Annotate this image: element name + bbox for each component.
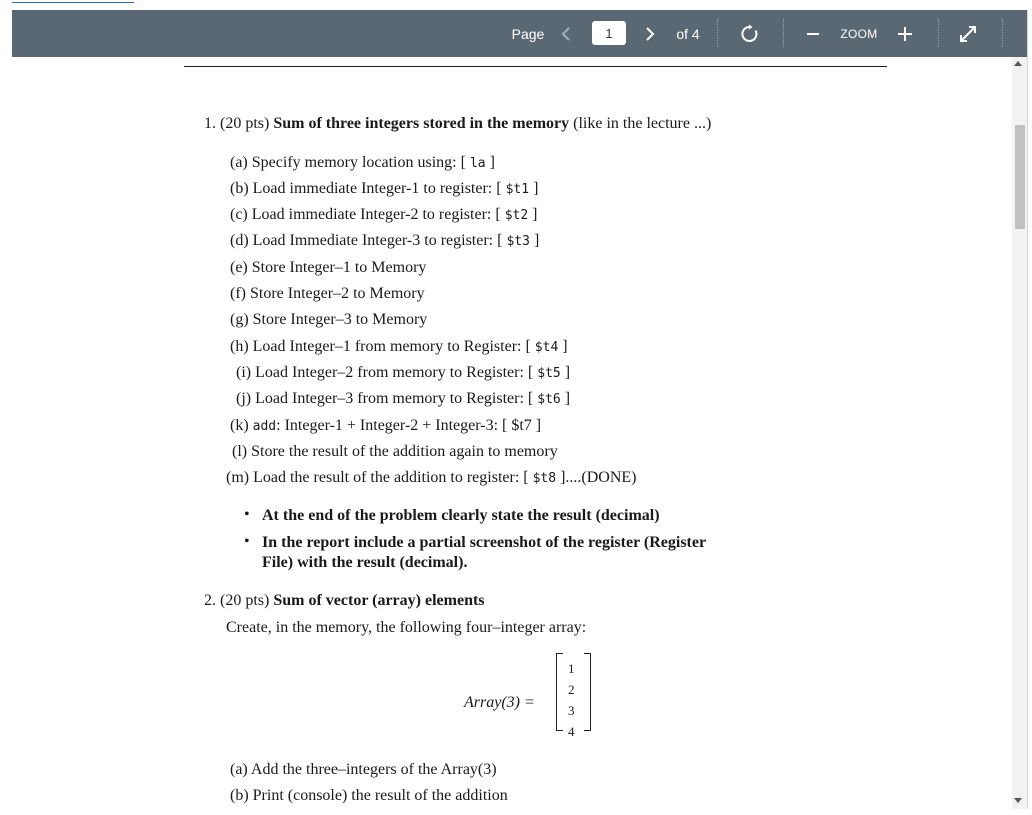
item-tail: ] <box>562 338 568 355</box>
item-code: $t6 <box>537 392 561 407</box>
item-text: Load the result of the addition to register: [ <box>253 469 529 486</box>
item-text: Load Integer–3 from memory to Register: [ <box>255 390 534 407</box>
item-label: (a) <box>230 154 248 171</box>
item-label: (k) <box>230 417 249 434</box>
list-item <box>230 153 495 174</box>
list-item <box>230 760 497 780</box>
item-text: Specify memory location using: [ <box>251 154 466 171</box>
item-text: Add the three–integers of the Array(3) <box>250 761 497 778</box>
item-code: $t5 <box>537 366 561 381</box>
q1-points: (20 pts) <box>220 115 270 132</box>
array-label: Array(3) = <box>464 694 535 711</box>
item-label: (m) <box>226 469 250 486</box>
bullet-text: At the end of the problem clearly state the result (decimal) <box>262 507 660 524</box>
item-label: (h) <box>230 338 249 355</box>
zoom-label: ZOOM <box>840 26 878 41</box>
array-value: 1 <box>568 661 575 676</box>
toolbar-separator <box>783 19 784 47</box>
item-tail: ] <box>564 390 571 407</box>
item-tail: ] <box>489 154 495 171</box>
rotate-button[interactable] <box>734 10 766 57</box>
page-count-label: of 4 <box>676 25 700 42</box>
next-page-button[interactable] <box>637 10 663 57</box>
minus-icon <box>806 27 820 41</box>
bullet-text: In the report include a partial screenshot of the register (Register <box>262 534 707 551</box>
list-item <box>230 284 425 304</box>
item-label: (b) <box>230 787 249 804</box>
item-text: Load Immediate Integer-3 to register: [ <box>252 232 503 249</box>
item-text: Load immediate Integer-2 to register: [ <box>251 206 501 223</box>
array-value: 4 <box>568 724 575 739</box>
item-label: (d) <box>230 232 249 249</box>
item-label: (e) <box>230 259 248 276</box>
chevron-right-icon <box>645 26 655 42</box>
item-text: Store Integer–2 to Memory <box>249 285 425 302</box>
array-value: 3 <box>568 703 575 718</box>
fullscreen-button[interactable] <box>952 10 984 57</box>
list-item <box>230 179 538 200</box>
item-tail: ] <box>533 232 540 249</box>
list-item <box>236 363 570 384</box>
list-item <box>236 389 570 410</box>
item-label: (g) <box>230 311 249 328</box>
item-label: (f) <box>230 285 246 302</box>
page-number-input[interactable] <box>592 21 626 45</box>
pdf-viewer <box>12 10 1028 809</box>
item-code: $t4 <box>534 340 559 355</box>
item-text: Store the result of the addition again to memory <box>251 443 558 460</box>
rotate-icon <box>740 24 760 44</box>
item-label: (j) <box>236 390 252 407</box>
zoom-out-button[interactable] <box>800 10 826 57</box>
q1-title: Sum of three integers stored in the memory <box>273 115 570 132</box>
list-item <box>230 416 541 437</box>
item-tail: ]....(DONE) <box>560 469 637 486</box>
item-code: $t3 <box>506 234 530 249</box>
q2-points: (20 pts) <box>220 592 270 609</box>
q2-title: Sum of vector (array) elements <box>273 592 485 609</box>
item-text: Load immediate Integer-1 to register: [ <box>252 180 502 197</box>
item-label: (b) <box>230 180 249 197</box>
bullet-icon: • <box>244 506 250 523</box>
page-label: Page <box>511 25 545 42</box>
list-item <box>230 310 427 330</box>
item-code: $t2 <box>504 208 529 223</box>
item-code: $t8 <box>532 471 557 486</box>
item-label: (a) <box>230 761 248 778</box>
matrix-left-bracket <box>556 653 563 731</box>
scroll-up-arrow-icon[interactable] <box>1014 61 1022 66</box>
item-tail: ] <box>564 364 571 381</box>
item-label: (l) <box>232 443 248 460</box>
q1-heading <box>204 114 711 134</box>
scroll-down-arrow-icon[interactable] <box>1014 798 1022 803</box>
list-item <box>230 786 508 806</box>
bullet-icon: • <box>244 533 250 550</box>
item-tail: ] <box>533 180 539 197</box>
scrollbar-thumb[interactable] <box>1015 125 1025 229</box>
previous-page-button[interactable] <box>553 10 579 57</box>
list-item <box>232 442 558 462</box>
item-code: add <box>252 419 277 434</box>
q1-number: 1. <box>204 115 216 132</box>
document-page <box>12 57 1012 809</box>
bullet-text-continued: File) with the result (decimal). <box>262 554 468 571</box>
expand-icon <box>959 25 977 43</box>
item-label: (c) <box>230 206 248 223</box>
list-item <box>230 205 538 226</box>
header-rule <box>184 66 887 67</box>
viewer-toolbar <box>12 10 1027 57</box>
array-value: 2 <box>568 682 575 697</box>
toolbar-separator <box>1002 19 1003 47</box>
item-label: (i) <box>236 364 252 381</box>
item-code: la <box>469 156 486 171</box>
item-text: Store Integer–1 to Memory <box>251 259 427 276</box>
zoom-in-button[interactable] <box>892 10 918 57</box>
list-item <box>230 258 426 278</box>
toolbar-separator <box>938 19 939 47</box>
top-link-underline[interactable] <box>12 0 134 3</box>
q2-intro: Create, in the memory, the following four–integer array: <box>226 619 587 636</box>
list-item <box>230 231 539 252</box>
toolbar-separator <box>717 19 718 47</box>
list-item <box>230 337 568 358</box>
chevron-left-icon <box>561 26 571 42</box>
item-text: Store Integer–3 to Memory <box>252 311 428 328</box>
q2-number: 2. <box>204 592 216 609</box>
item-text: Load Integer–2 from memory to Register: [ <box>255 364 534 381</box>
item-text: Load Integer–1 from memory to Register: [ <box>252 338 531 355</box>
item-tail: : Integer-1 + Integer-2 + Integer-3: [ $t7 ] <box>276 417 542 434</box>
plus-icon <box>897 26 913 42</box>
q2-heading <box>204 591 485 611</box>
q1-note: (like in the lecture ...) <box>573 115 712 132</box>
item-code: $t1 <box>505 182 530 197</box>
matrix-right-bracket <box>584 653 591 731</box>
list-item <box>226 468 637 489</box>
item-text: Print (console) the result of the addition <box>252 787 508 804</box>
vertical-scrollbar[interactable] <box>1012 57 1027 809</box>
item-tail: ] <box>532 206 538 223</box>
